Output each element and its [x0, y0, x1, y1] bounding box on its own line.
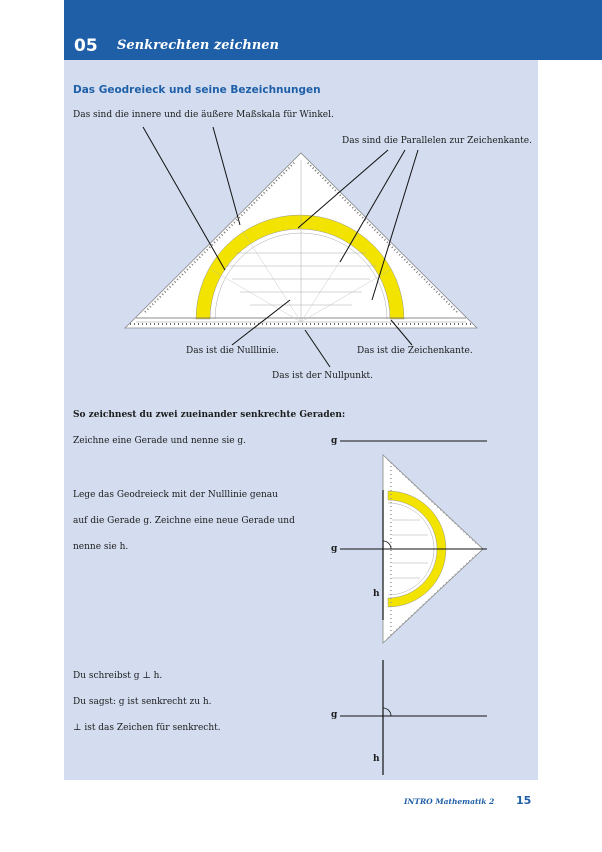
line-g-label-2: g [331, 544, 338, 554]
label-edge: Das ist die Zeichenkante. [357, 346, 473, 356]
label-scales: Das sind die innere und die äußere Maßskala für Winkel. [73, 110, 334, 120]
line-h-label-2: h [373, 589, 380, 599]
line-h-label-3: h [373, 754, 380, 764]
step2-text-line1: Lege das Geodreieck mit der Nulllinie genau [73, 490, 278, 500]
section-heading-perpendicular: So zeichnest du zwei zueinander senkrechte Geraden: [73, 410, 346, 420]
chapter-number: 05 [74, 36, 98, 56]
step3-text-line1: Du schreibst g ⊥ h. [73, 671, 163, 681]
step2-text-line2: auf die Gerade g. Zeichne eine neue Gerade und [73, 516, 295, 526]
chapter-title: Senkrechten zeichnen [117, 38, 279, 53]
step3-text-line2: Du sagst: g ist senkrecht zu h. [73, 697, 212, 707]
label-nullpoint: Das ist der Nullpunkt. [272, 371, 373, 381]
label-parallels: Das sind die Parallelen zur Zeichenkante. [342, 136, 532, 146]
line-g-label-3: g [331, 710, 338, 720]
step2-text-line3: nenne sie h. [73, 542, 129, 552]
line-g-label-1: g [331, 436, 338, 446]
label-nullline: Das ist die Nulllinie. [186, 346, 279, 356]
footer-brand: INTRO Mathematik 2 [404, 797, 495, 806]
step3-text-line3: ⊥ ist das Zeichen für senkrecht. [73, 723, 221, 733]
page-number: 15 [516, 794, 532, 807]
section-heading-geodreieck: Das Geodreieck und seine Bezeichnungen [73, 84, 321, 96]
step1-text: Zeichne eine Gerade und nenne sie g. [73, 436, 247, 446]
